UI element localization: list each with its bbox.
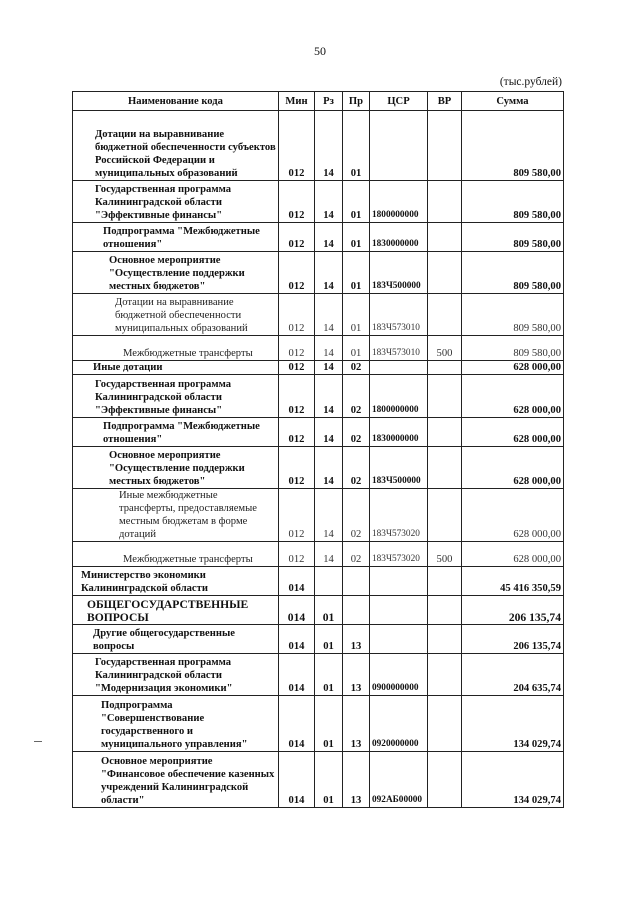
row-pr: 13	[343, 696, 370, 752]
row-min: 012	[279, 489, 315, 542]
header-csr: ЦСР	[370, 92, 428, 111]
row-pr: 01	[343, 252, 370, 294]
row-pr: 02	[343, 418, 370, 447]
table-header-row	[73, 92, 564, 111]
row-rz: 14	[315, 294, 343, 336]
row-vr	[428, 375, 462, 418]
table-row	[73, 181, 564, 223]
row-sum: 809 580,00	[462, 294, 564, 336]
row-name: Подпрограмма "Межбюджетные отношения"	[73, 418, 279, 447]
row-rz: 14	[315, 181, 343, 223]
row-vr: 500	[428, 336, 462, 361]
table-row	[73, 447, 564, 489]
row-pr: 01	[343, 336, 370, 361]
row-vr	[428, 752, 462, 808]
row-vr	[428, 252, 462, 294]
row-name: Подпрограмма "Совершенствование государственного и муниципального управления"	[73, 696, 279, 752]
row-sum: 628 000,00	[462, 418, 564, 447]
row-min: 014	[279, 625, 315, 654]
row-csr	[370, 625, 428, 654]
row-pr: 13	[343, 625, 370, 654]
budget-table	[72, 91, 564, 808]
row-pr	[343, 596, 370, 625]
row-vr: 500	[428, 542, 462, 567]
row-sum: 204 635,74	[462, 654, 564, 696]
row-min: 012	[279, 361, 315, 375]
table-row	[73, 489, 564, 542]
row-rz: 14	[315, 223, 343, 252]
row-rz: 14	[315, 361, 343, 375]
row-vr	[428, 181, 462, 223]
row-min: 012	[279, 375, 315, 418]
row-name: Основное мероприятие "Осуществление поддержки местных бюджетов"	[73, 447, 279, 489]
table-row	[73, 294, 564, 336]
row-rz: 01	[315, 625, 343, 654]
row-vr	[428, 596, 462, 625]
row-sum: 206 135,74	[462, 596, 564, 625]
row-rz: 01	[315, 596, 343, 625]
row-pr: 01	[343, 181, 370, 223]
row-pr: 02	[343, 361, 370, 375]
header-vr: ВР	[428, 92, 462, 111]
row-name: Государственная программа Калининградской области "Эффективные финансы"	[73, 181, 279, 223]
row-min: 012	[279, 181, 315, 223]
row-vr	[428, 361, 462, 375]
row-csr: 183Ч573010	[370, 336, 428, 361]
table-row	[73, 375, 564, 418]
row-name: Другие общегосударственные вопросы	[73, 625, 279, 654]
row-pr: 13	[343, 654, 370, 696]
row-csr: 183Ч500000	[370, 447, 428, 489]
row-rz: 14	[315, 542, 343, 567]
row-vr	[428, 223, 462, 252]
row-sum: 809 580,00	[462, 111, 564, 181]
row-pr: 13	[343, 752, 370, 808]
row-csr: 0920000000	[370, 696, 428, 752]
row-vr	[428, 447, 462, 489]
row-sum: 628 000,00	[462, 542, 564, 567]
row-csr: 183Ч573020	[370, 542, 428, 567]
row-rz: 01	[315, 752, 343, 808]
row-sum: 628 000,00	[462, 447, 564, 489]
row-name: Дотации на выравнивание бюджетной обеспеченности муниципальных образований	[73, 294, 279, 336]
margin-mark	[34, 741, 42, 742]
row-csr: 183Ч573010	[370, 294, 428, 336]
row-rz: 14	[315, 418, 343, 447]
row-rz: 14	[315, 489, 343, 542]
row-sum: 809 580,00	[462, 223, 564, 252]
row-name: Дотации на выравнивание бюджетной обеспеченности субъектов Российской Федерации и муниципальных образований	[73, 111, 279, 181]
units-label: (тыс.рублей)	[499, 76, 562, 88]
row-name: Основное мероприятие "Осуществление поддержки местных бюджетов"	[73, 252, 279, 294]
row-name: Иные межбюджетные трансферты, предоставляемые местным бюджетам в форме дотаций	[73, 489, 279, 542]
row-min: 012	[279, 447, 315, 489]
row-min: 012	[279, 252, 315, 294]
row-vr	[428, 489, 462, 542]
row-sum: 809 580,00	[462, 336, 564, 361]
row-vr	[428, 111, 462, 181]
row-pr: 01	[343, 294, 370, 336]
row-pr: 02	[343, 489, 370, 542]
row-rz: 01	[315, 654, 343, 696]
row-vr	[428, 567, 462, 596]
row-name: Межбюджетные трансферты	[73, 542, 279, 567]
row-pr: 01	[343, 111, 370, 181]
table-row	[73, 361, 564, 375]
row-csr: 183Ч500000	[370, 252, 428, 294]
row-pr: 02	[343, 447, 370, 489]
row-sum: 628 000,00	[462, 375, 564, 418]
row-vr	[428, 294, 462, 336]
row-min: 014	[279, 567, 315, 596]
row-sum: 809 580,00	[462, 252, 564, 294]
row-pr	[343, 567, 370, 596]
row-min: 012	[279, 542, 315, 567]
row-csr: 1800000000	[370, 375, 428, 418]
row-csr: 1830000000	[370, 418, 428, 447]
table-row	[73, 625, 564, 654]
row-name: Иные дотации	[73, 361, 279, 375]
row-pr: 02	[343, 542, 370, 567]
table-row	[73, 111, 564, 181]
row-sum: 45 416 350,59	[462, 567, 564, 596]
table-row	[73, 752, 564, 808]
row-min: 012	[279, 418, 315, 447]
row-csr: 1830000000	[370, 223, 428, 252]
row-rz: 14	[315, 447, 343, 489]
table-row	[73, 567, 564, 596]
row-csr	[370, 567, 428, 596]
header-sum: Сумма	[462, 92, 564, 111]
row-vr	[428, 654, 462, 696]
row-rz: 14	[315, 336, 343, 361]
row-rz: 01	[315, 696, 343, 752]
header-rz: Рз	[315, 92, 343, 111]
row-rz	[315, 567, 343, 596]
row-min: 014	[279, 752, 315, 808]
row-sum: 628 000,00	[462, 361, 564, 375]
row-min: 012	[279, 223, 315, 252]
page-number: 50	[314, 44, 326, 58]
row-vr	[428, 625, 462, 654]
table-row	[73, 418, 564, 447]
row-min: 014	[279, 654, 315, 696]
row-min: 014	[279, 696, 315, 752]
row-rz: 14	[315, 111, 343, 181]
table-row	[73, 336, 564, 361]
row-sum: 809 580,00	[462, 181, 564, 223]
row-min: 012	[279, 294, 315, 336]
row-pr: 02	[343, 375, 370, 418]
row-name: Государственная программа Калининградской области "Модернизация экономики"	[73, 654, 279, 696]
row-csr	[370, 361, 428, 375]
row-csr: 092АБ00000	[370, 752, 428, 808]
row-name: Государственная программа Калининградской области "Эффективные финансы"	[73, 375, 279, 418]
row-pr: 01	[343, 223, 370, 252]
table-row	[73, 696, 564, 752]
row-vr	[428, 696, 462, 752]
row-min: 014	[279, 596, 315, 625]
table-row	[73, 542, 564, 567]
row-csr	[370, 111, 428, 181]
header-pr: Пр	[343, 92, 370, 111]
row-csr: 1800000000	[370, 181, 428, 223]
table-row	[73, 654, 564, 696]
row-csr	[370, 596, 428, 625]
table-row	[73, 252, 564, 294]
row-name: Межбюджетные трансферты	[73, 336, 279, 361]
row-name: Подпрограмма "Межбюджетные отношения"	[73, 223, 279, 252]
row-csr: 183Ч573020	[370, 489, 428, 542]
row-sum: 206 135,74	[462, 625, 564, 654]
row-sum: 628 000,00	[462, 489, 564, 542]
header-name: Наименование кода	[73, 92, 279, 111]
row-rz: 14	[315, 252, 343, 294]
table-row	[73, 596, 564, 625]
row-rz: 14	[315, 375, 343, 418]
row-sum: 134 029,74	[462, 752, 564, 808]
row-vr	[428, 418, 462, 447]
row-name: Министерство экономики Калининградской области	[73, 567, 279, 596]
row-min: 012	[279, 111, 315, 181]
row-sum: 134 029,74	[462, 696, 564, 752]
row-min: 012	[279, 336, 315, 361]
row-name: Основное мероприятие "Финансовое обеспечение казенных учреждений Калининградской области"	[73, 752, 279, 808]
table-row	[73, 223, 564, 252]
header-min: Мин	[279, 92, 315, 111]
row-name: ОБЩЕГОСУДАРСТВЕННЫЕ ВОПРОСЫ	[73, 596, 279, 625]
row-csr: 0900000000	[370, 654, 428, 696]
